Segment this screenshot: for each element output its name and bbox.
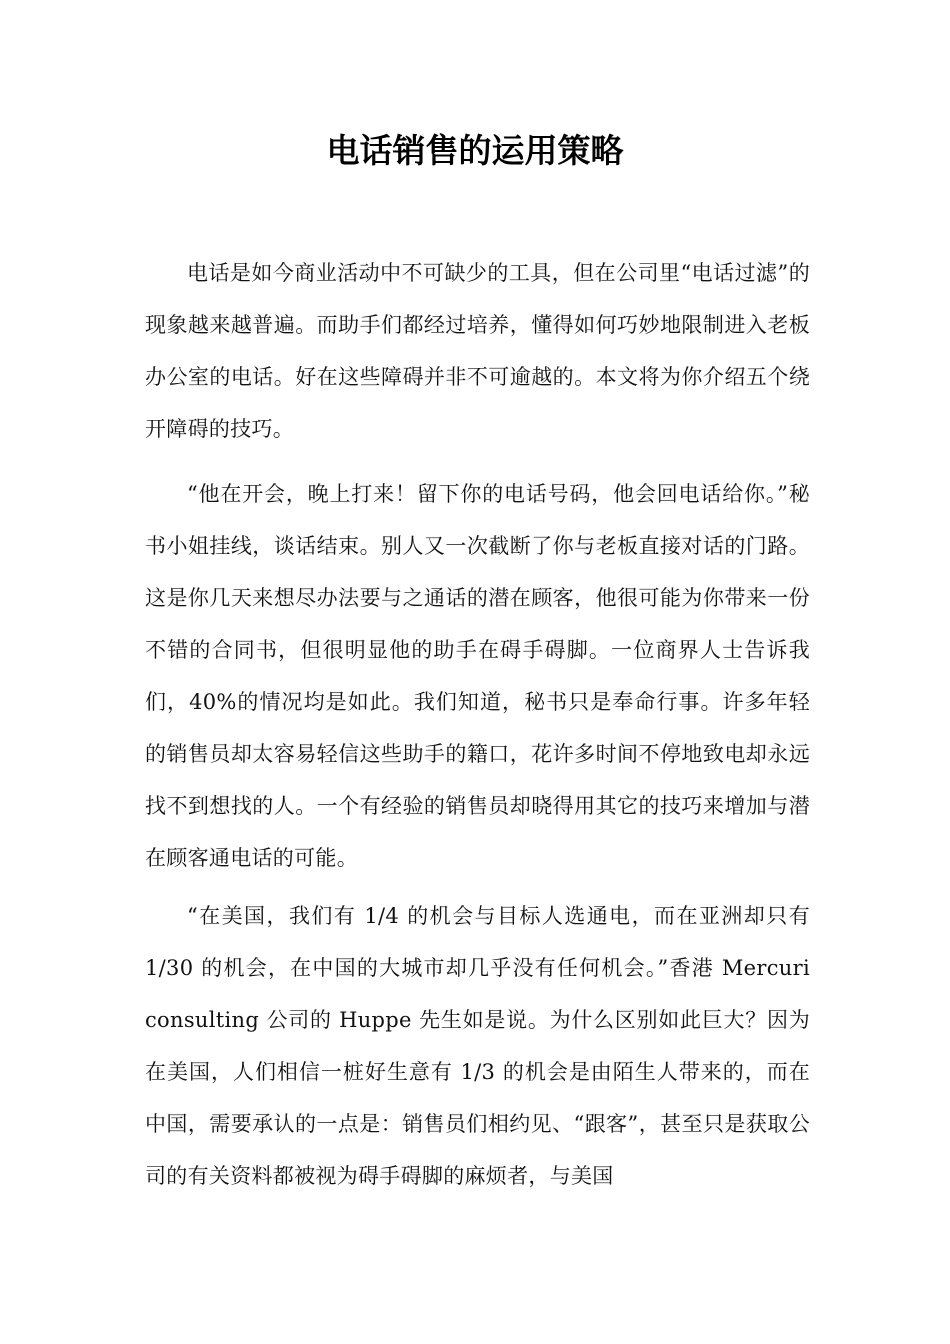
document-title: 电话销售的运用策略 — [326, 131, 624, 170]
paragraph-1: 电话是如今商业活动中不可缺少的工具，但在公司里“电话过滤”的现象越来越普遍。而助手们都经过培养，懂得如何巧妙地限制进入老板办公室的电话。好在这些障碍并非不可逾越的。本文将为你介绍五个绕开障碍的技巧。 — [145, 261, 810, 441]
paragraph-3: “在美国，我们有 1/4 的机会与目标人选通电，而在亚洲却只有 1/30 的机会，在中国的大城市却几乎没有任何机会。”香港 Mercuri consulting 公司的 Huppe 先生如是说。为什么区别如此巨大？因为在美国，人们相信一桩好生意有 1/3 的机会是由陌生人带来的，而在中国，需要承认的一点是：销售员们相约见、“跟客”，甚至只是获取公司的有关资料都被视为碍手碍脚的麻烦者，与美国 — [145, 904, 810, 1188]
paragraph-2: “他在开会，晚上打来！留下你的电话号码，他会回电话给你。”秘书小姐挂线，谈话结束。别人又一次截断了你与老板直接对话的门路。这是你几天来想尽办法要与之通话的潜在顾客，他很可能为你带来一份不错的合同书，但很明显他的助手在碍手碍脚。一位商界人士告诉我们，40%的情况均是如此。我们知道，秘书只是奉命行事。许多年轻的销售员却太容易轻信这些助手的籍口，花许多时间不停地致电却永远找不到想找的人。一个有经验的销售员却晓得用其它的技巧来增加与潜在顾客通电话的可能。 — [145, 482, 810, 870]
